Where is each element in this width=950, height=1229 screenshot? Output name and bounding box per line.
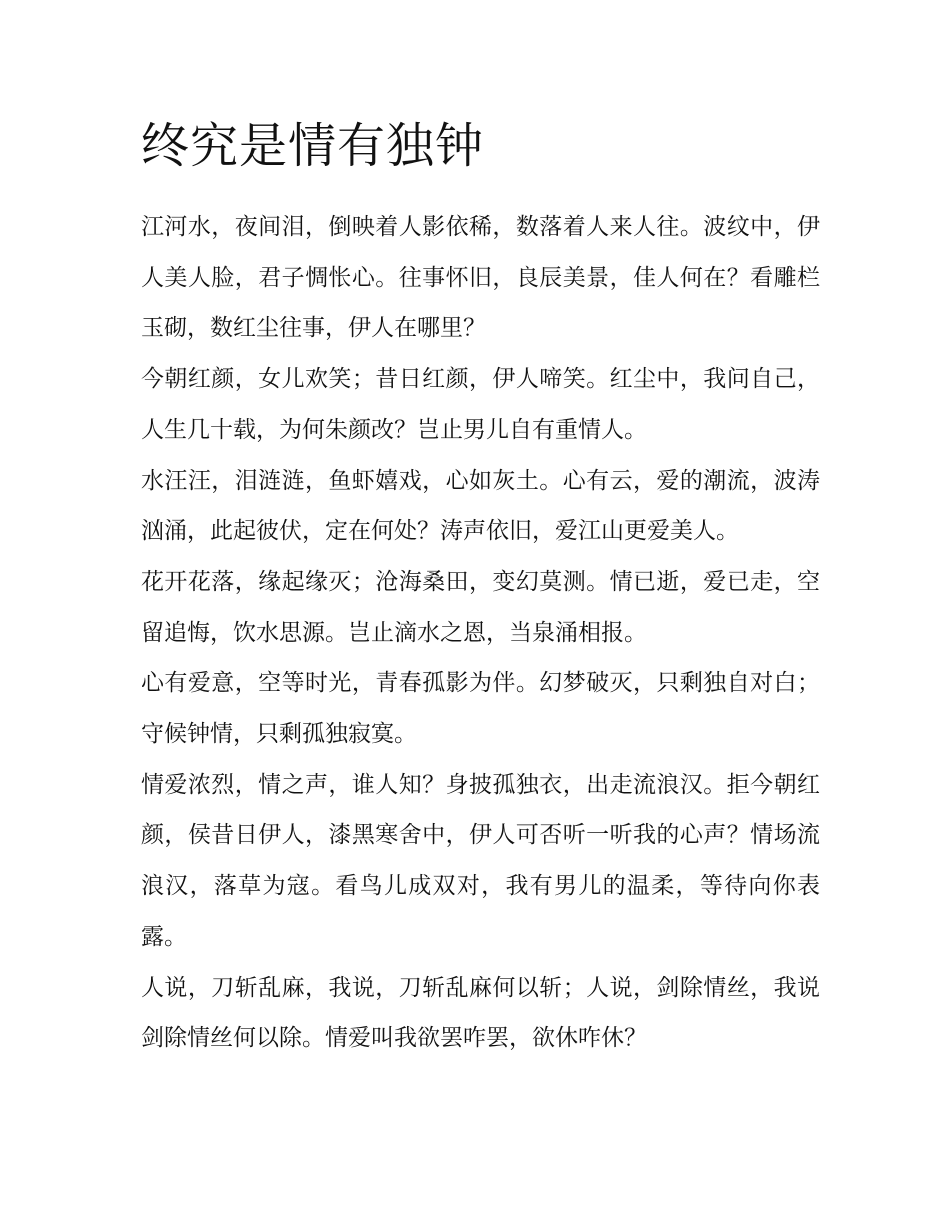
paragraph-2: 今朝红颜，女儿欢笑；昔日红颜，伊人啼笑。红尘中，我问自己，人生几十载，为何朱颜改？岂止男儿自有重情人。: [141, 366, 820, 443]
paragraph-1: 江河水，夜间泪，倒映着人影依稀，数落着人来人往。波纹中，伊人美人脸，君子惆怅心。往事怀旧，良辰美景，佳人何在？看雕栏玉砌，数红尘往事，伊人在哪里？: [141, 214, 820, 342]
paragraph-4: 花开花落，缘起缘灭；沧海桑田，变幻莫测。情已逝，爱已走，空留追悔，饮水思源。岂止滴水之恩，当泉涌相报。: [141, 568, 820, 646]
document-title: 终究是情有独钟: [141, 118, 485, 174]
paragraph-5: 心有爱意，空等时光，青春孤影为伴。幻梦破灭，只剩独自对白；守候钟情，只剩孤独寂寞。: [141, 670, 820, 748]
paragraph-7: 人说，刀斩乱麻，我说，刀斩乱麻何以斩；人说，剑除情丝，我说剑除情丝何以除。情爱叫我欲罢咋罢，欲休咋休？: [141, 974, 820, 1052]
paragraph-3: 水汪汪，泪涟涟，鱼虾嬉戏，心如灰土。心有云，爱的潮流，波涛汹涌，此起彼伏，定在何处？涛声依旧，爱江山更爱美人。: [141, 467, 820, 545]
paragraph-6: 情爱浓烈，情之声，谁人知？身披孤独衣，出走流浪汉。拒今朝红颜，侯昔日伊人，漆黑寒舍中，伊人可否听一听我的心声？情场流浪汉，落草为寇。看鸟儿成双对，我有男儿的温柔，等待向你表露。: [141, 771, 820, 950]
